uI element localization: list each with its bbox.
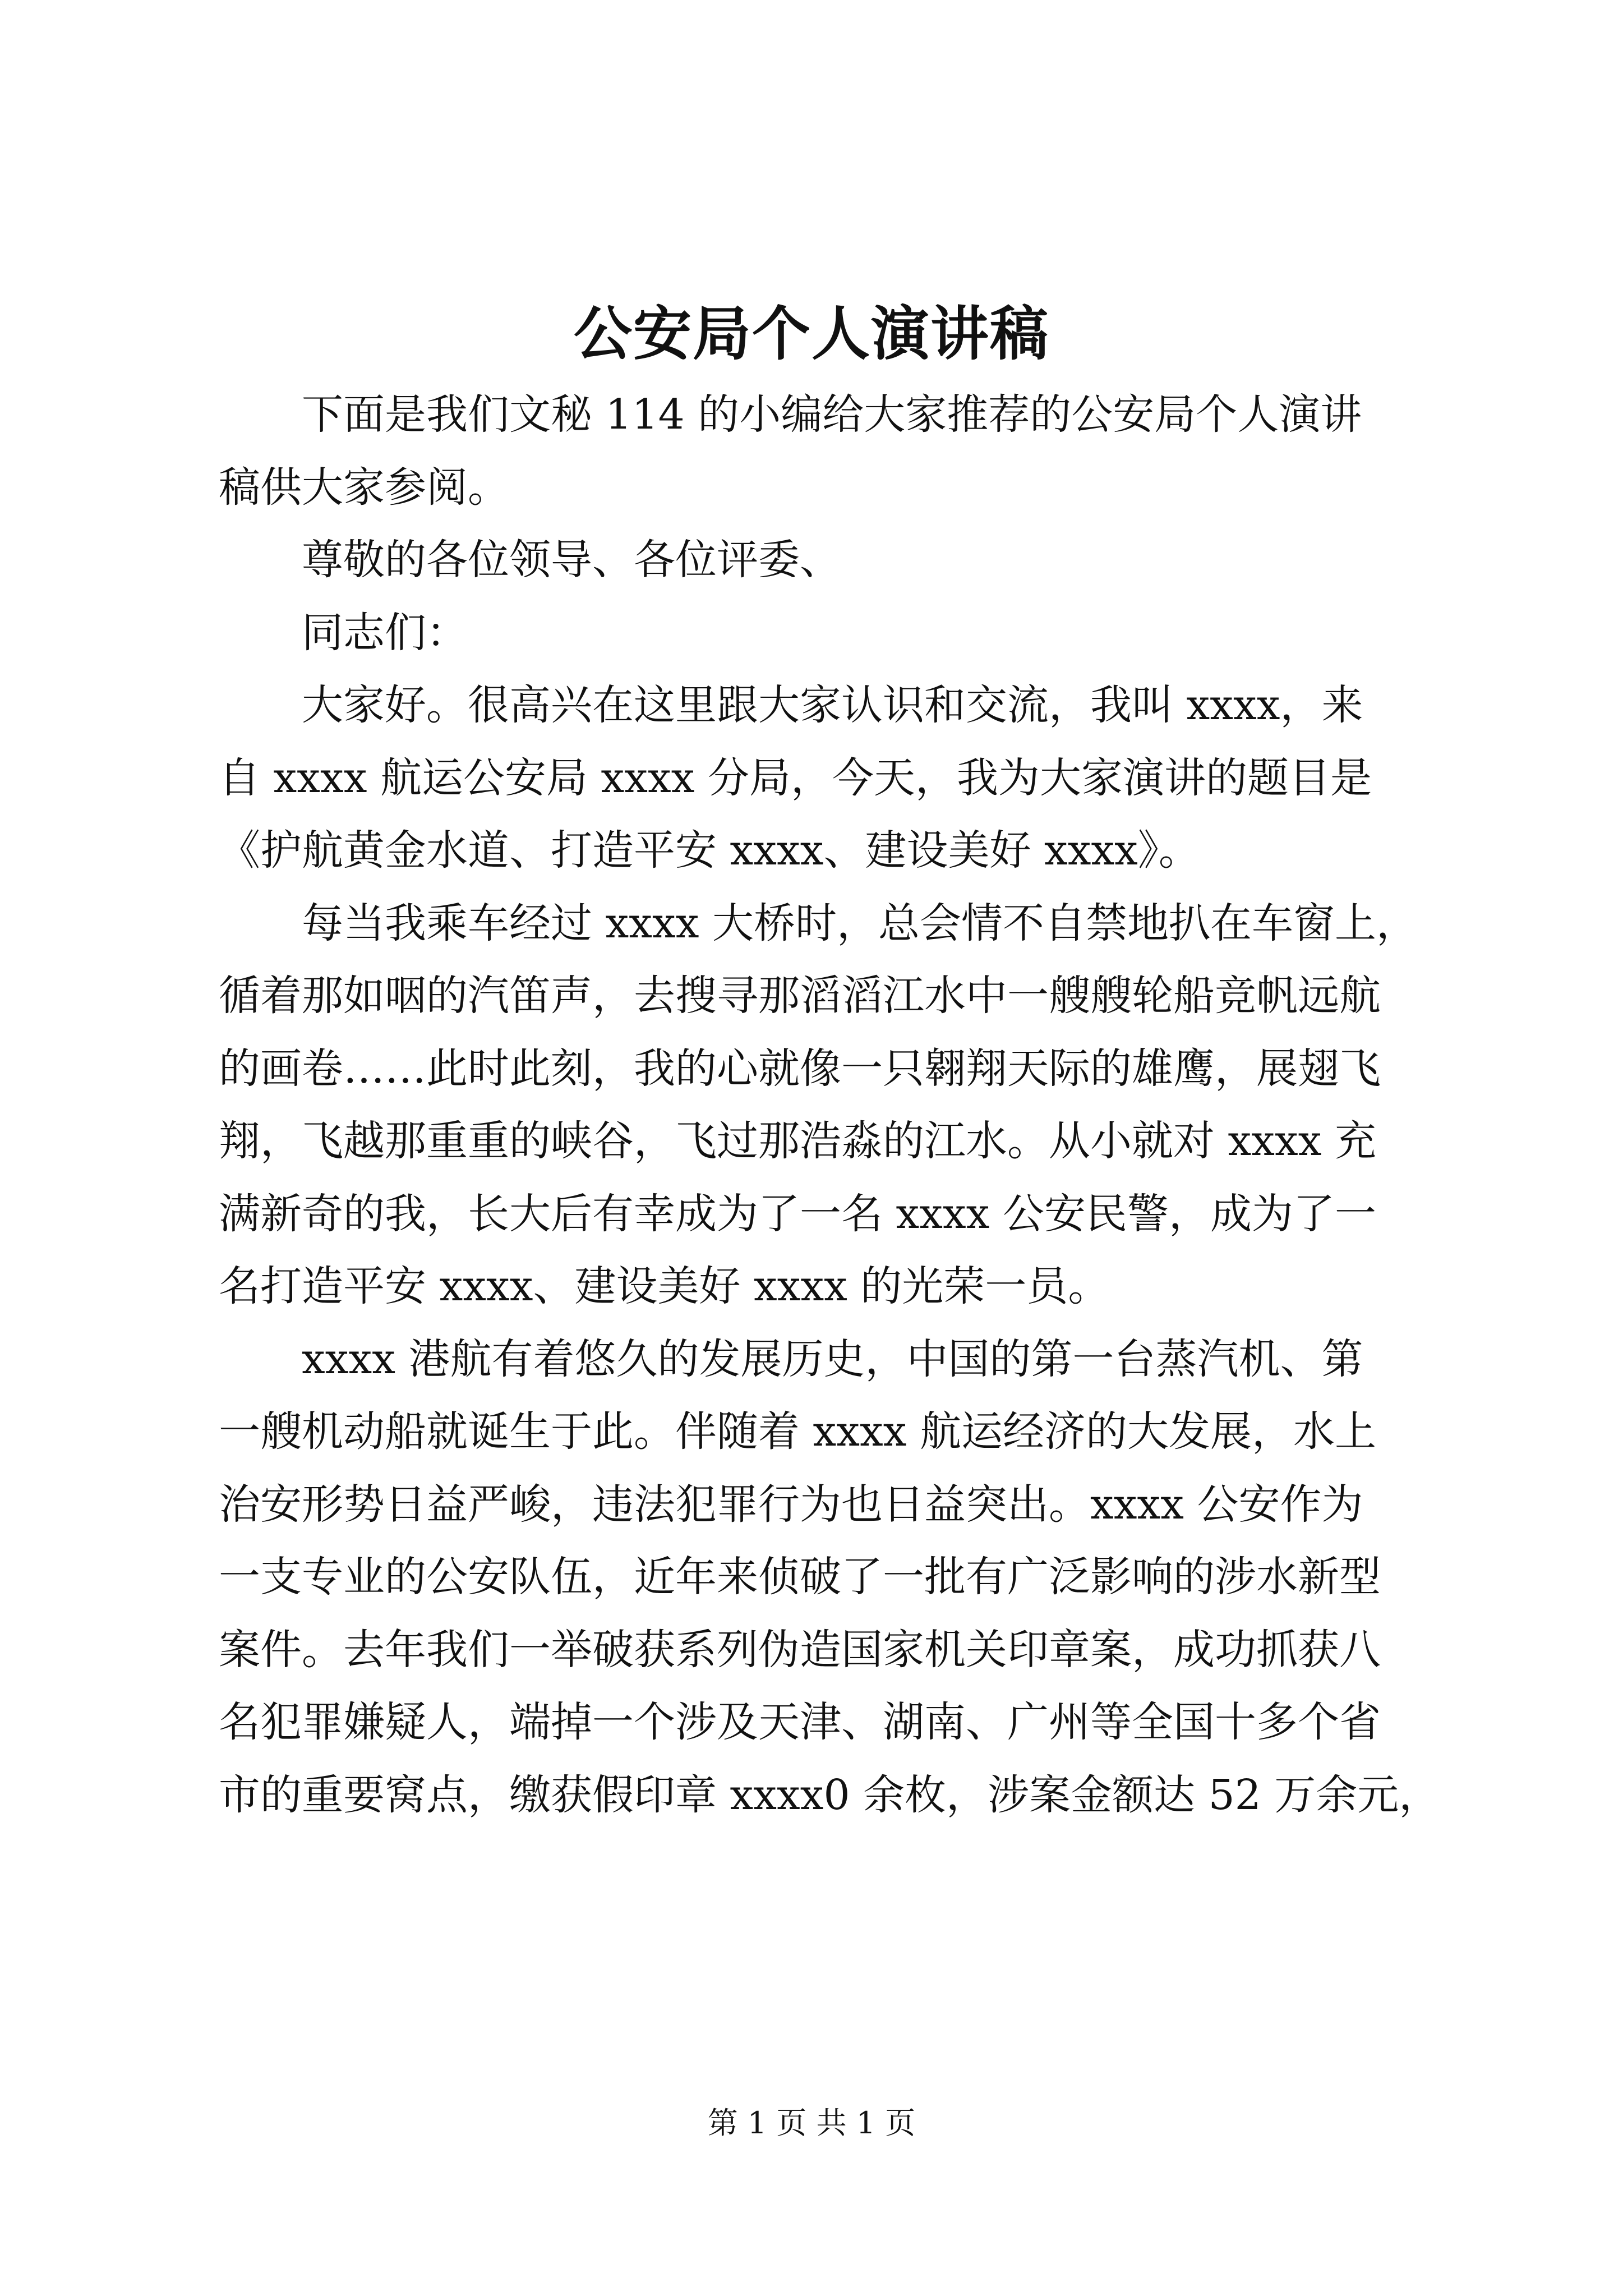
text-line: 的画卷……此时此刻，我的心就像一只翱翔天际的雄鹰，展翅飞 [219,1044,1381,1093]
text-line: 同志们： [302,608,468,657]
text-line: 翔，飞越那重重的峡谷，飞过那浩淼的江水。从小就对 xxxx 充 [219,1117,1376,1165]
document-body [219,379,1441,1832]
text-line: 治安形势日益严峻，违法犯罪行为也日益突出。xxxx 公安作为 [219,1480,1363,1529]
text-line: 满新奇的我，长大后有幸成为了一名 xxxx 公安民警，成为了一 [219,1189,1376,1238]
text-line: 一艘机动船就诞生于此。伴随着 xxxx 航运经济的大发展，水上 [219,1407,1376,1456]
text-line: 下面是我们文秘 114 的小编给大家推荐的公安局个人演讲 [302,390,1362,439]
page-footer: 第 1 页 共 1 页 [707,2105,916,2141]
paragraph-greeting [219,669,1424,887]
text-line: 循着那如咽的汽笛声，去搜寻那滔滔江水中一艘艘轮船竞帆远航 [219,972,1381,1020]
paragraph-salutation [219,524,1424,597]
paragraph-history [219,1323,1441,1832]
text-line: 市的重要窝点，缴获假印章 xxxx0 余枚，涉案金额达 52 万余元， [219,1770,1441,1819]
text-line: 《护航黄金水道、打造平安 xxxx、建设美好 xxxx》。 [219,826,1200,875]
paragraph-bridge [219,887,1424,1323]
text-line: 名犯罪嫌疑人，端掉一个涉及天津、湖南、广州等全国十多个省 [219,1698,1381,1746]
text-line: 自 xxxx 航运公安局 xxxx 分局，今天，我为大家演讲的题目是 [219,753,1372,802]
text-line: 案件。去年我们一举破获系列伪造国家机关印章案，成功抓获八 [219,1625,1381,1674]
paragraph-salutation-comrades [219,597,1424,670]
text-line: 一支专业的公安队伍，近年来侦破了一批有广泛影响的涉水新型 [219,1553,1381,1601]
text-line: xxxx 港航有着悠久的发展历史，中国的第一台蒸汽机、第 [302,1335,1363,1383]
text-line: 每当我乘车经过 xxxx 大桥时，总会情不自禁地扒在车窗上， [302,899,1418,947]
document-title: 公安局个人演讲稿 [573,299,1049,368]
text-line: 稿供大家参阅。 [219,463,509,512]
text-line: 大家好。很高兴在这里跟大家认识和交流，我叫 xxxx，来 [302,681,1363,729]
text-line: 名打造平安 xxxx、建设美好 xxxx 的光荣一员。 [219,1262,1110,1310]
text-line: 尊敬的各位领导、各位评委、 [302,536,841,584]
paragraph-intro [219,379,1424,524]
